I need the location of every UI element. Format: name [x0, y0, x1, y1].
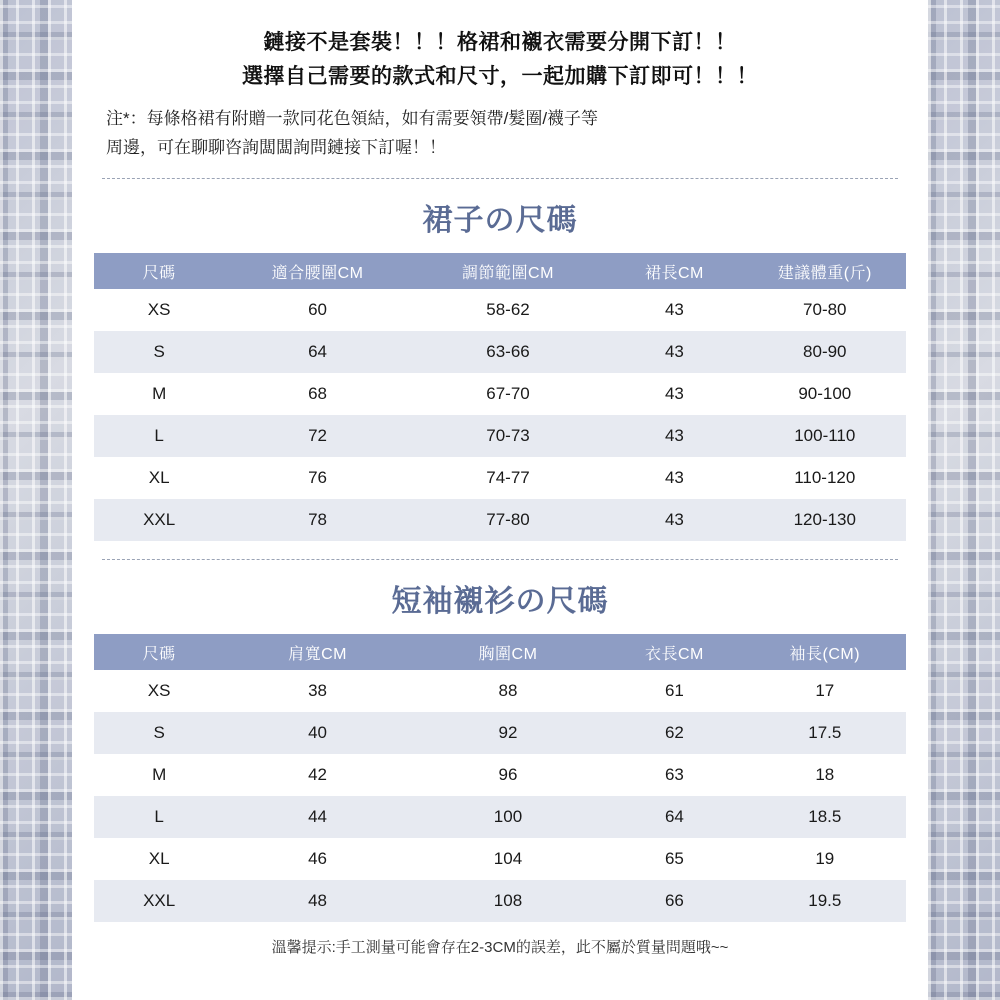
- skirt-cell-length: 43: [605, 415, 743, 457]
- skirt-cell-weight: 100-110: [744, 415, 906, 457]
- shirt-header-length: 衣長CM: [605, 634, 743, 670]
- headline-line-1: 鏈接不是套裝！！！格裙和襯衣需要分開下訂！！: [263, 31, 737, 54]
- skirt-cell-adjust: 67-70: [411, 373, 605, 415]
- shirt-cell-length: 62: [605, 712, 743, 754]
- skirt-cell-size: XL: [94, 457, 224, 499]
- shirt-cell-size: XS: [94, 670, 224, 712]
- skirt-header-adjust-range: 調節範圍CM: [411, 253, 605, 289]
- shirt-cell-bust: 92: [411, 712, 605, 754]
- measurement-disclaimer: 溫馨提示:手工測量可能會存在2-3CM的誤差，此不屬於質量問題哦~~: [271, 939, 729, 956]
- shirt-cell-size: L: [94, 796, 224, 838]
- skirt-cell-adjust: 77-80: [411, 499, 605, 541]
- plaid-background-right: [928, 0, 1000, 1000]
- purchase-note: [106, 104, 894, 162]
- skirt-header-weight: 建議體重(斤): [744, 253, 906, 289]
- shirt-header-size: 尺碼: [94, 634, 224, 670]
- shirt-cell-bust: 108: [411, 880, 605, 922]
- shirt-header-bust: 胸圍CM: [411, 634, 605, 670]
- shirt-cell-bust: 96: [411, 754, 605, 796]
- headline-line-2: 選擇自己需要的款式和尺寸，一起加購下訂即可！！！: [242, 65, 758, 88]
- shirt-cell-shoulder: 40: [224, 712, 410, 754]
- note-line-1: 注*：每條格裙有附贈一款同花色領結，如有需要領帶/髮圈/襪子等: [106, 109, 599, 128]
- shirt-cell-sleeve: 18.5: [744, 796, 906, 838]
- shirt-header-sleeve: 袖長(CM): [744, 634, 906, 670]
- content-panel: [72, 0, 928, 1000]
- shirt-cell-shoulder: 48: [224, 880, 410, 922]
- skirt-cell-size: M: [94, 373, 224, 415]
- skirt-cell-size: L: [94, 415, 224, 457]
- skirt-cell-adjust: 63-66: [411, 331, 605, 373]
- skirt-cell-weight: 110-120: [744, 457, 906, 499]
- shirt-cell-size: XL: [94, 838, 224, 880]
- table-row: [94, 373, 906, 415]
- skirt-cell-waist: 72: [224, 415, 410, 457]
- skirt-size-table: [94, 253, 906, 541]
- table-row: [94, 796, 906, 838]
- shirt-cell-size: S: [94, 712, 224, 754]
- shirt-cell-sleeve: 18: [744, 754, 906, 796]
- divider-middle: [102, 559, 898, 560]
- skirt-cell-waist: 78: [224, 499, 410, 541]
- shirt-size-table: [94, 634, 906, 922]
- table-row: [94, 754, 906, 796]
- shirt-cell-bust: 88: [411, 670, 605, 712]
- shirt-cell-shoulder: 46: [224, 838, 410, 880]
- table-row: [94, 838, 906, 880]
- skirt-cell-size: XS: [94, 289, 224, 331]
- table-row: [94, 457, 906, 499]
- skirt-cell-weight: 90-100: [744, 373, 906, 415]
- skirt-table-header-row: [94, 253, 906, 289]
- skirt-cell-weight: 70-80: [744, 289, 906, 331]
- skirt-cell-size: S: [94, 331, 224, 373]
- shirt-cell-shoulder: 38: [224, 670, 410, 712]
- skirt-cell-length: 43: [605, 499, 743, 541]
- table-row: [94, 289, 906, 331]
- skirt-cell-adjust: 70-73: [411, 415, 605, 457]
- shirt-size-title: 短袖襯衫の尺碼: [391, 585, 609, 618]
- shirt-cell-sleeve: 17: [744, 670, 906, 712]
- skirt-cell-length: 43: [605, 289, 743, 331]
- skirt-cell-length: 43: [605, 331, 743, 373]
- skirt-cell-size: XXL: [94, 499, 224, 541]
- skirt-cell-length: 43: [605, 373, 743, 415]
- shirt-cell-length: 65: [605, 838, 743, 880]
- skirt-cell-waist: 64: [224, 331, 410, 373]
- headline: [72, 0, 928, 94]
- shirt-cell-size: M: [94, 754, 224, 796]
- shirt-cell-bust: 104: [411, 838, 605, 880]
- skirt-cell-adjust: 74-77: [411, 457, 605, 499]
- table-row: [94, 331, 906, 373]
- table-row: [94, 415, 906, 457]
- shirt-cell-sleeve: 19: [744, 838, 906, 880]
- table-row: [94, 670, 906, 712]
- skirt-cell-waist: 60: [224, 289, 410, 331]
- shirt-header-shoulder: 肩寬CM: [224, 634, 410, 670]
- skirt-cell-length: 43: [605, 457, 743, 499]
- shirt-cell-shoulder: 42: [224, 754, 410, 796]
- shirt-cell-shoulder: 44: [224, 796, 410, 838]
- table-row: [94, 880, 906, 922]
- shirt-cell-size: XXL: [94, 880, 224, 922]
- plaid-background-left: [0, 0, 72, 1000]
- skirt-cell-waist: 68: [224, 373, 410, 415]
- shirt-cell-sleeve: 19.5: [744, 880, 906, 922]
- table-row: [94, 712, 906, 754]
- skirt-cell-weight: 120-130: [744, 499, 906, 541]
- skirt-size-title: 裙子の尺碼: [422, 204, 578, 237]
- divider-top: [102, 178, 898, 179]
- shirt-cell-length: 61: [605, 670, 743, 712]
- note-line-2: 周邊，可在聊聊咨詢闆闆詢問鏈接下訂喔！！: [106, 138, 446, 157]
- skirt-header-length: 裙長CM: [605, 253, 743, 289]
- skirt-cell-adjust: 58-62: [411, 289, 605, 331]
- shirt-cell-length: 64: [605, 796, 743, 838]
- skirt-header-size: 尺碼: [94, 253, 224, 289]
- shirt-cell-length: 66: [605, 880, 743, 922]
- skirt-cell-waist: 76: [224, 457, 410, 499]
- shirt-cell-sleeve: 17.5: [744, 712, 906, 754]
- shirt-cell-length: 63: [605, 754, 743, 796]
- shirt-table-header-row: [94, 634, 906, 670]
- skirt-header-waist: 適合腰圍CM: [224, 253, 410, 289]
- shirt-cell-bust: 100: [411, 796, 605, 838]
- table-row: [94, 499, 906, 541]
- skirt-cell-weight: 80-90: [744, 331, 906, 373]
